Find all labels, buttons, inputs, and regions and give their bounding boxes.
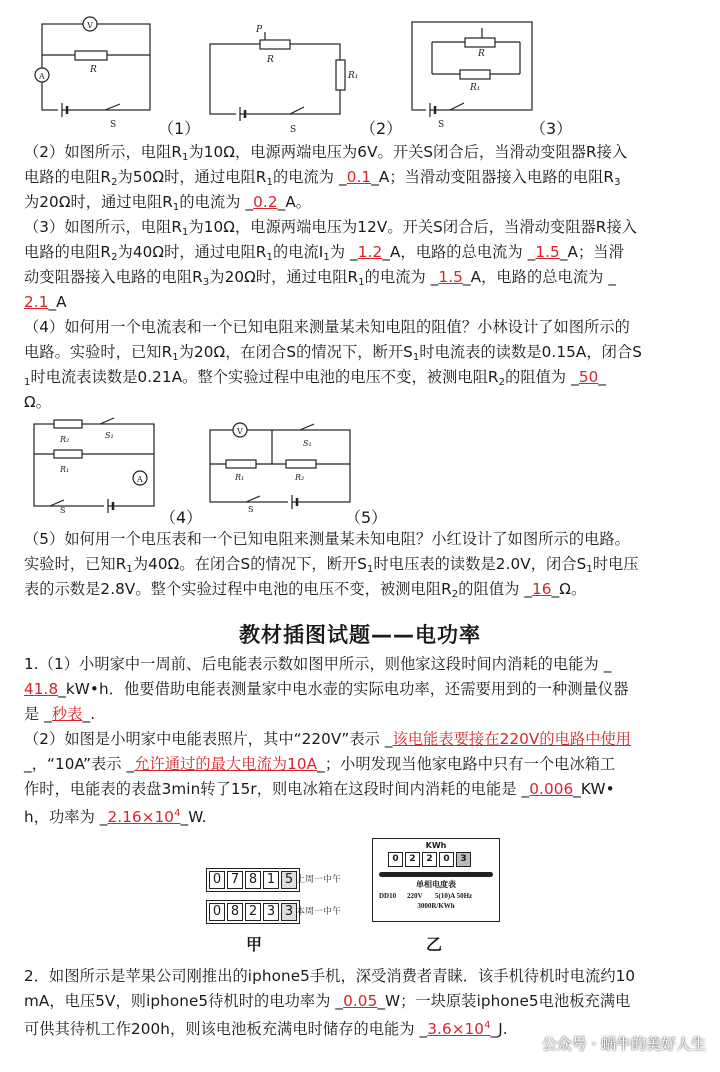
figure-label-4: （4） [160, 508, 203, 527]
mid-circuit-figures [20, 414, 400, 514]
meter-digit: 2 [245, 903, 261, 921]
watermark: 公众号 · 蜗牛的美好人生 [541, 1035, 706, 1053]
svg-text:P: P [256, 25, 263, 35]
p1-line-2: 41.8_kW•h．他要借助电能表测量家中电水壶的实际电功率，还需要用到的一种测量仪器 [24, 680, 629, 698]
answer: 41.8 [24, 680, 59, 698]
q3-line-4: 2.1_A [24, 293, 67, 311]
q4-line-4: Ω。 [24, 393, 51, 411]
svg-text:R₁: R₁ [348, 71, 359, 81]
figure-label-2: （2） [360, 119, 403, 138]
svg-text:V: V [237, 427, 243, 436]
q5-line-2: 实验时，已知$R_1$为40Ω。在闭合S的情况下，断开$S_1$时电压表的读数是2.0V，闭合$S_1$时电压 [24, 555, 639, 575]
q5-line-3: 表的示数是2.8V。整个实验过程中电池的电压不变，被测电阻$R_2$的阻值为 _16_Ω。 [24, 580, 587, 600]
meter-photo [372, 838, 500, 922]
svg-text:A: A [137, 475, 143, 484]
svg-text:S: S [438, 120, 445, 130]
svg-text:R₂: R₂ [60, 435, 70, 444]
p1-line-3: 是 _秒表_. [24, 705, 96, 723]
svg-text:R: R [267, 55, 274, 65]
meter-digit: 8 [227, 903, 243, 921]
figure-label-5: （5） [345, 508, 388, 527]
svg-text:S: S [290, 125, 297, 135]
svg-text:S₁: S₁ [105, 431, 114, 440]
svg-text:S₁: S₁ [303, 439, 312, 448]
q3-line-1: （3）如图所示，电阻$R_1$为10Ω，电源两端电压为12V。开关S闭合后，当滑动变阻器R接入 [24, 218, 638, 238]
meter-digit: 3 [456, 852, 471, 867]
answer: 0.05 [343, 992, 378, 1010]
meter-digit: 5 [281, 871, 297, 889]
svg-text:S: S [60, 506, 66, 514]
meter-digit: 2 [405, 852, 420, 867]
q5-line-1: （5）如何用一个电压表和一个已知电阻来测量某未知电阻？小红设计了如图所示的电路。 [24, 530, 630, 548]
answer: 1.2 [357, 243, 383, 261]
p1-line-7: h，功率为 $\_2.16\times 10^4\_W$. [24, 808, 207, 826]
q3-line-3: 动变阻器接入电路的电阻$R_3$为20Ω时，通过电阻$R_1$的电流为 _1.5_A，电路的总电流为 _ [24, 268, 617, 288]
meter-spec-3: 5(10)A 50Hz [435, 892, 473, 900]
answer: 2.1 [24, 293, 49, 311]
meter-digit: 0 [209, 871, 225, 889]
svg-text:R: R [478, 49, 485, 59]
meter-week-before-label: 上周一中午 [296, 875, 342, 885]
svg-text:R₁: R₁ [470, 83, 481, 93]
meter-digit: 3 [281, 903, 297, 921]
figure-label-jia: 甲 [246, 935, 263, 954]
circuit-figure-4 [34, 418, 154, 513]
circuit-figure-2 [210, 32, 345, 121]
meter-week-after-label: 本周一中午 [296, 907, 342, 917]
circuit-figure-5 [210, 423, 350, 509]
q3-line-2: 电路的电阻$R_2$为40Ω时，通过电阻$R_1$的电流$I_1$为 _1.2_A，电路的总电流为 _1.5_A；当滑 [24, 243, 624, 263]
figure-label-yi: 乙 [426, 935, 443, 954]
q2-line-3: 为20Ω时，通过电阻$R_1$的电流为 _0.2_A。 [24, 193, 312, 213]
answer: 0.006 [529, 780, 574, 798]
svg-text:V: V [87, 21, 93, 30]
meter-digit: 0 [439, 852, 454, 867]
svg-text:S: S [248, 505, 254, 514]
meter-digit: 3 [263, 903, 279, 921]
section-title: 教材插图试题——电功率 [239, 623, 481, 647]
figure-label-1: （1） [158, 119, 201, 138]
meter-digit: 0 [209, 903, 225, 921]
meter-week-before [206, 868, 300, 892]
p2-line-1: 2．如图所示是苹果公司刚推出的iphone5手机，深受消费者青睐．该手机待机时电流约10 [24, 967, 636, 985]
q2-line-1: （2）如图所示，电阻$R_1$为10Ω，电源两端电压为6V。开关S闭合后，当滑动变阻器R接入 [24, 143, 628, 163]
meter-digit: 1 [263, 871, 279, 889]
circuit-figure-3 [412, 22, 532, 117]
answer: $3.6\times 10^4$ [427, 1020, 491, 1038]
meter-kwh-label: KWh [425, 841, 447, 850]
answer: 该电能表要接在220V的电路中使用 [392, 730, 632, 748]
svg-text:S: S [110, 120, 117, 130]
svg-text:R₁: R₁ [60, 465, 70, 474]
p2-line-2: mA，电压5V，则iphone5待机时的电功率为 _0.05_W；一块原装iphone5电池板充满电 [24, 992, 631, 1010]
svg-text:R₂: R₂ [295, 473, 305, 482]
meter-name: 单相电度表 [416, 880, 456, 889]
p1-line-4: （2）如图是小明家中电能表照片，其中“220V”表示 _该电能表要接在220V的电路中使用 [24, 730, 632, 748]
svg-text:R₁: R₁ [235, 473, 245, 482]
meter-disc [379, 872, 493, 877]
answer: 1.5 [438, 268, 463, 286]
answer: 16 [532, 580, 552, 598]
answer: 0.2 [253, 193, 278, 211]
meter-digit: 8 [245, 871, 261, 889]
p2-line-3: 可供其待机工作200h，则该电池板充满电时储存的电能为 $\_3.6\times 10^4\_J$. [24, 1020, 508, 1038]
q4-line-1: （4）如何用一个电流表和一个已知电阻来测量某未知电阻的阻值？小林设计了如图所示的 [24, 318, 630, 336]
p1-line-1: 1.（1）小明家中一周前、后电能表示数如图甲所示，则他家这段时间内消耗的电能为 _ [24, 655, 612, 673]
svg-text:A: A [39, 72, 45, 81]
figure-label-3: （3） [530, 119, 573, 138]
answer: 1.5 [535, 243, 560, 261]
answer: 秒表 [51, 705, 83, 723]
meter-digit: 2 [422, 852, 437, 867]
answer: $2.16\times 10^4$ [107, 808, 181, 826]
q4-line-3: $_1$时电流表读数是0.21A。整个实验过程中电池的电压不变，被测电阻$R_2$的阻值为 _50_ [24, 368, 607, 388]
q4-line-2: 电路。实验时，已知$R_1$为20Ω，在闭合S的情况下，断开$S_1$时电流表的读数是0.15A，闭合S [24, 343, 642, 363]
meter-spec-1: DD10 [379, 892, 397, 900]
meter-digit: 7 [227, 871, 243, 889]
answer: 0.1 [346, 168, 372, 186]
svg-text:R: R [90, 65, 97, 75]
meter-week-after [206, 900, 300, 924]
meter-spec-2: 220V [407, 892, 423, 900]
answer: 允许通过的最大电流为10A [134, 755, 318, 773]
meter-digit: 0 [388, 852, 403, 867]
p1-line-6: 作时，电能表的表盘3min转了15r，则电冰箱在这段时间内消耗的电能是 _0.006_KW• [24, 780, 615, 798]
answer: 50 [578, 368, 599, 386]
p1-line-5: _，“10A”表示 _允许通过的最大电流为10A_；小明发现当他家电路中只有一个电冰箱工 [24, 755, 616, 773]
meter-spec-4: 3000R/KWh [417, 902, 455, 910]
q2-line-2: 电路的电阻$R_2$为50Ω时，通过电阻$R_1$的电流为 _0.1_A；当滑动变阻器接入电路的电阻$R_3$ [24, 168, 621, 188]
